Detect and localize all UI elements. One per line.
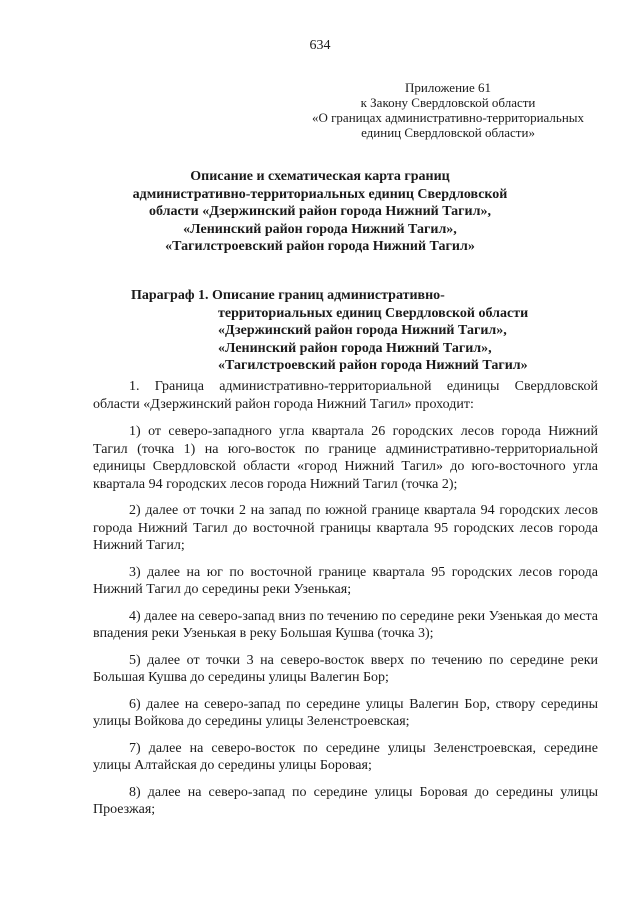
paragraph-heading-line: территориальных единиц Свердловской области xyxy=(218,305,529,321)
paragraph-heading-line: «Дзержинский район города Нижний Тагил», xyxy=(218,323,507,338)
appendix-line: к Закону Свердловской области xyxy=(360,95,536,110)
document-body xyxy=(93,378,598,828)
appendix-line: единиц Свердловской области» xyxy=(361,125,535,140)
clause-item: 2) далее от точки 2 на запад по южной границе квартала 94 городских лесов города Нижний Тагил до восточной границы квартала 95 городских лесов города Нижний Тагил; xyxy=(93,503,598,553)
paragraph-heading-line: «Тагилстроевский район города Нижний Тагил» xyxy=(218,358,528,373)
title-line: «Тагилстроевский район города Нижний Тагил» xyxy=(165,239,475,254)
clause-item: 4) далее на северо-запад вниз по течению по середине реки Узенькая до места впадения реки Узенькая в реку Большая Кушва (точка 3); xyxy=(93,608,598,641)
clause-item: 5) далее от точки 3 на северо-восток вверх по течению по середине реки Большая Кушва до середины улицы Валегин Бор; xyxy=(93,652,598,685)
paragraph-heading-line: «Ленинский район города Нижний Тагил», xyxy=(218,340,492,356)
title-line: административно-территориальных единиц Свердловской xyxy=(132,186,508,202)
clause-intro: 1. Граница административно-территориальной единицы Свердловской области «Дзержинский район города Нижний Тагил» проходит: xyxy=(93,379,598,412)
appendix-line: Приложение 61 xyxy=(404,80,492,95)
paragraph-heading xyxy=(131,287,591,375)
title-line: Описание и схематическая карта границ xyxy=(190,169,450,184)
paragraph-heading-line: Параграф 1. Описание границ административно- xyxy=(131,288,445,303)
title-line: области «Дзержинский район города Нижний Тагил», xyxy=(149,204,491,219)
appendix-note xyxy=(298,80,598,140)
clause-item: 1) от северо-западного угла квартала 26 городских лесов города Нижний Тагил (точка 1) на юго-восток по границе административно-территориальной единицы Свердловской области «город Нижний Тагил» до юго-восточного угла квартала 94 городских лесов города Нижний Тагил (точка 2); xyxy=(93,424,598,492)
clause-item: 6) далее на северо-запад по середине улицы Валегин Бор, створу середины улицы Войкова до середины улицы Зеленстроевская; xyxy=(93,696,598,729)
clause-item: 8) далее на северо-запад по середине улицы Боровая до середины улицы Проезжая; xyxy=(93,784,598,817)
clause-item: 7) далее на северо-восток по середине улицы Зеленстроевская, середине улицы Алтайская до середины улицы Боровая; xyxy=(93,740,598,773)
document-title xyxy=(90,168,550,256)
clause-item: 3) далее на юг по восточной границе квартала 95 городских лесов города Нижний Тагил до середины реки Узенькая; xyxy=(93,564,598,597)
title-line: «Ленинский район города Нижний Тагил», xyxy=(183,221,457,237)
appendix-line: «О границах административно-территориальных xyxy=(311,110,585,125)
page-number: 634 xyxy=(309,38,331,53)
